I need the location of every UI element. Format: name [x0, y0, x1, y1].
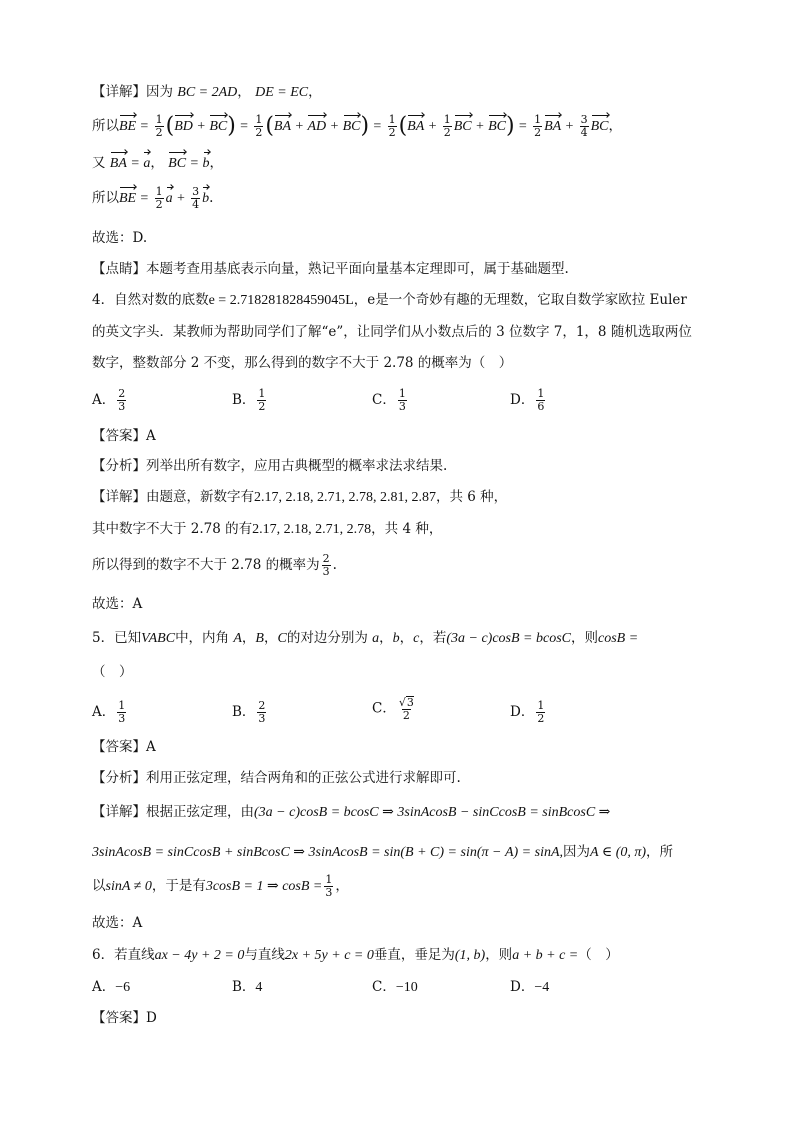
q4-stem-line3: 数字，整数部分 2 不变，那么得到的数字不大于 2.78 的概率为（ ） [92, 355, 513, 371]
q3-choose: 故选：D. [92, 230, 148, 246]
q6-option-c: C．−10 [372, 979, 418, 995]
q5-answer: 【答案】A [92, 739, 156, 755]
q5-option-a: A． $\frac{1}{3}$ [92, 699, 126, 725]
q5-choose: 故选：A [92, 915, 143, 931]
q5-stem-line1: 5．已知VABC中，内角 A，B，C的对边分别为 a，b，c，若(3a − c)cosB = bcosC，则cosB = [92, 630, 639, 646]
comment-tag: 【点睛】 [92, 261, 146, 277]
q4-stem-line1: 4．自然对数的底数e = 2.718281828459045L，e是一个奇妙有趣的无理数，它取自数学家欧拉 Euler [92, 292, 687, 308]
q4-stem-line2: 的英文字头．某教师为帮助同学们了解“e”，让同学们从小数点后的 3 位数字 7，1，8 随机选取两位 [92, 324, 692, 340]
q4-option-d: D． $\frac{1}{6}$ [510, 387, 545, 413]
q5-stem-line2: （ ） [92, 664, 133, 680]
q4-answer: 【答案】A [92, 428, 156, 444]
q5-detail-line1: 【详解】根据正弦定理，由(3a − c)cosB = bcosC ⇒ 3sinAcosB − sinCcosB = sinBcosC ⇒ [92, 804, 611, 820]
q6-stem-line1: 6．若直线ax − 4y + 2 = 0与直线2x + 5y + c = 0垂直，垂足为(1, b)，则a + b + c =（ ） [92, 947, 619, 963]
q5-analysis: 【分析】利用正弦定理，结合两角和的正弦公式进行求解即可. [92, 770, 461, 786]
q4-option-b: B． $\frac{1}{2}$ [232, 387, 266, 413]
q4-choose: 故选：A [92, 596, 143, 612]
q3-detail-line4: 所以BE = $\frac{1}{2}$ a + $\frac{3}{4}$ b. [92, 185, 214, 211]
q6-option-b: B．4 [232, 979, 263, 995]
q4-detail-line1: 【详解】由题意，新数字有2.17, 2.18, 2.71, 2.78, 2.81, 2.87，共 6 种， [92, 489, 508, 505]
answer-tag: 【答案】 [92, 428, 146, 444]
analysis-tag: 【分析】 [92, 458, 146, 474]
q5-detail-line2: 3sinAcosB = sinCcosB + sinBcosC ⇒ 3sinAcosB = sin(B + C) = sin(π − A) = sinA,因为A ∈ (0, π)，所 [92, 844, 674, 860]
q5-detail-line3: 以sinA ≠ 0，于是有3cosB = 1 ⇒ cosB = $\frac{1}{3}$ ， [92, 873, 349, 899]
q4-analysis: 【分析】列举出所有数字，应用古典概型的概率求法求结果. [92, 458, 448, 474]
q5-option-c: C． $\frac{√3}{2}$ [372, 696, 414, 722]
q6-option-d: D．−4 [510, 979, 550, 995]
cond-de: DE = EC [255, 85, 309, 100]
q5-option-d: D． $\frac{1}{2}$ [510, 699, 545, 725]
cond-bc: BC = 2AD [177, 85, 238, 100]
q3-detail-line1: 【详解】因为 BC = 2AD， DE = EC， [92, 84, 322, 100]
q4-detail-line2: 其中数字不大于 2.78 的有2.17, 2.18, 2.71, 2.78，共 4 种， [92, 521, 443, 537]
detail-tag: 【详解】 [92, 84, 146, 100]
q4-detail-line3: 所以得到的数字不大于 2.78 的概率为 $\frac{2}{3}$ . [92, 552, 337, 578]
q3-detail-line3: 又 BA = a， BC = b， [92, 153, 223, 174]
q3-detail-line2: 所以BE = $\frac{1}{2}$ (BD + BC) = $\frac{1}{2}$ (BA + AD + BC) = $\frac{1}{2}$ (BA + $\frac{1}{2}$ BC + BC) = $\frac{1}{2}$ BA + $\frac{3}{4}$ BC， [92, 113, 623, 139]
q6-option-a: A．−6 [92, 979, 131, 995]
q5-option-b: B． $\frac{2}{3}$ [232, 699, 266, 725]
q6-answer: 【答案】D [92, 1010, 157, 1026]
q4-option-c: C． $\frac{1}{3}$ [372, 387, 406, 413]
q3-comment: 【点睛】本题考查用基底表示向量，熟记平面向量基本定理即可，属于基础题型. [92, 261, 569, 277]
q4-option-a: A． $\frac{2}{3}$ [92, 387, 126, 413]
